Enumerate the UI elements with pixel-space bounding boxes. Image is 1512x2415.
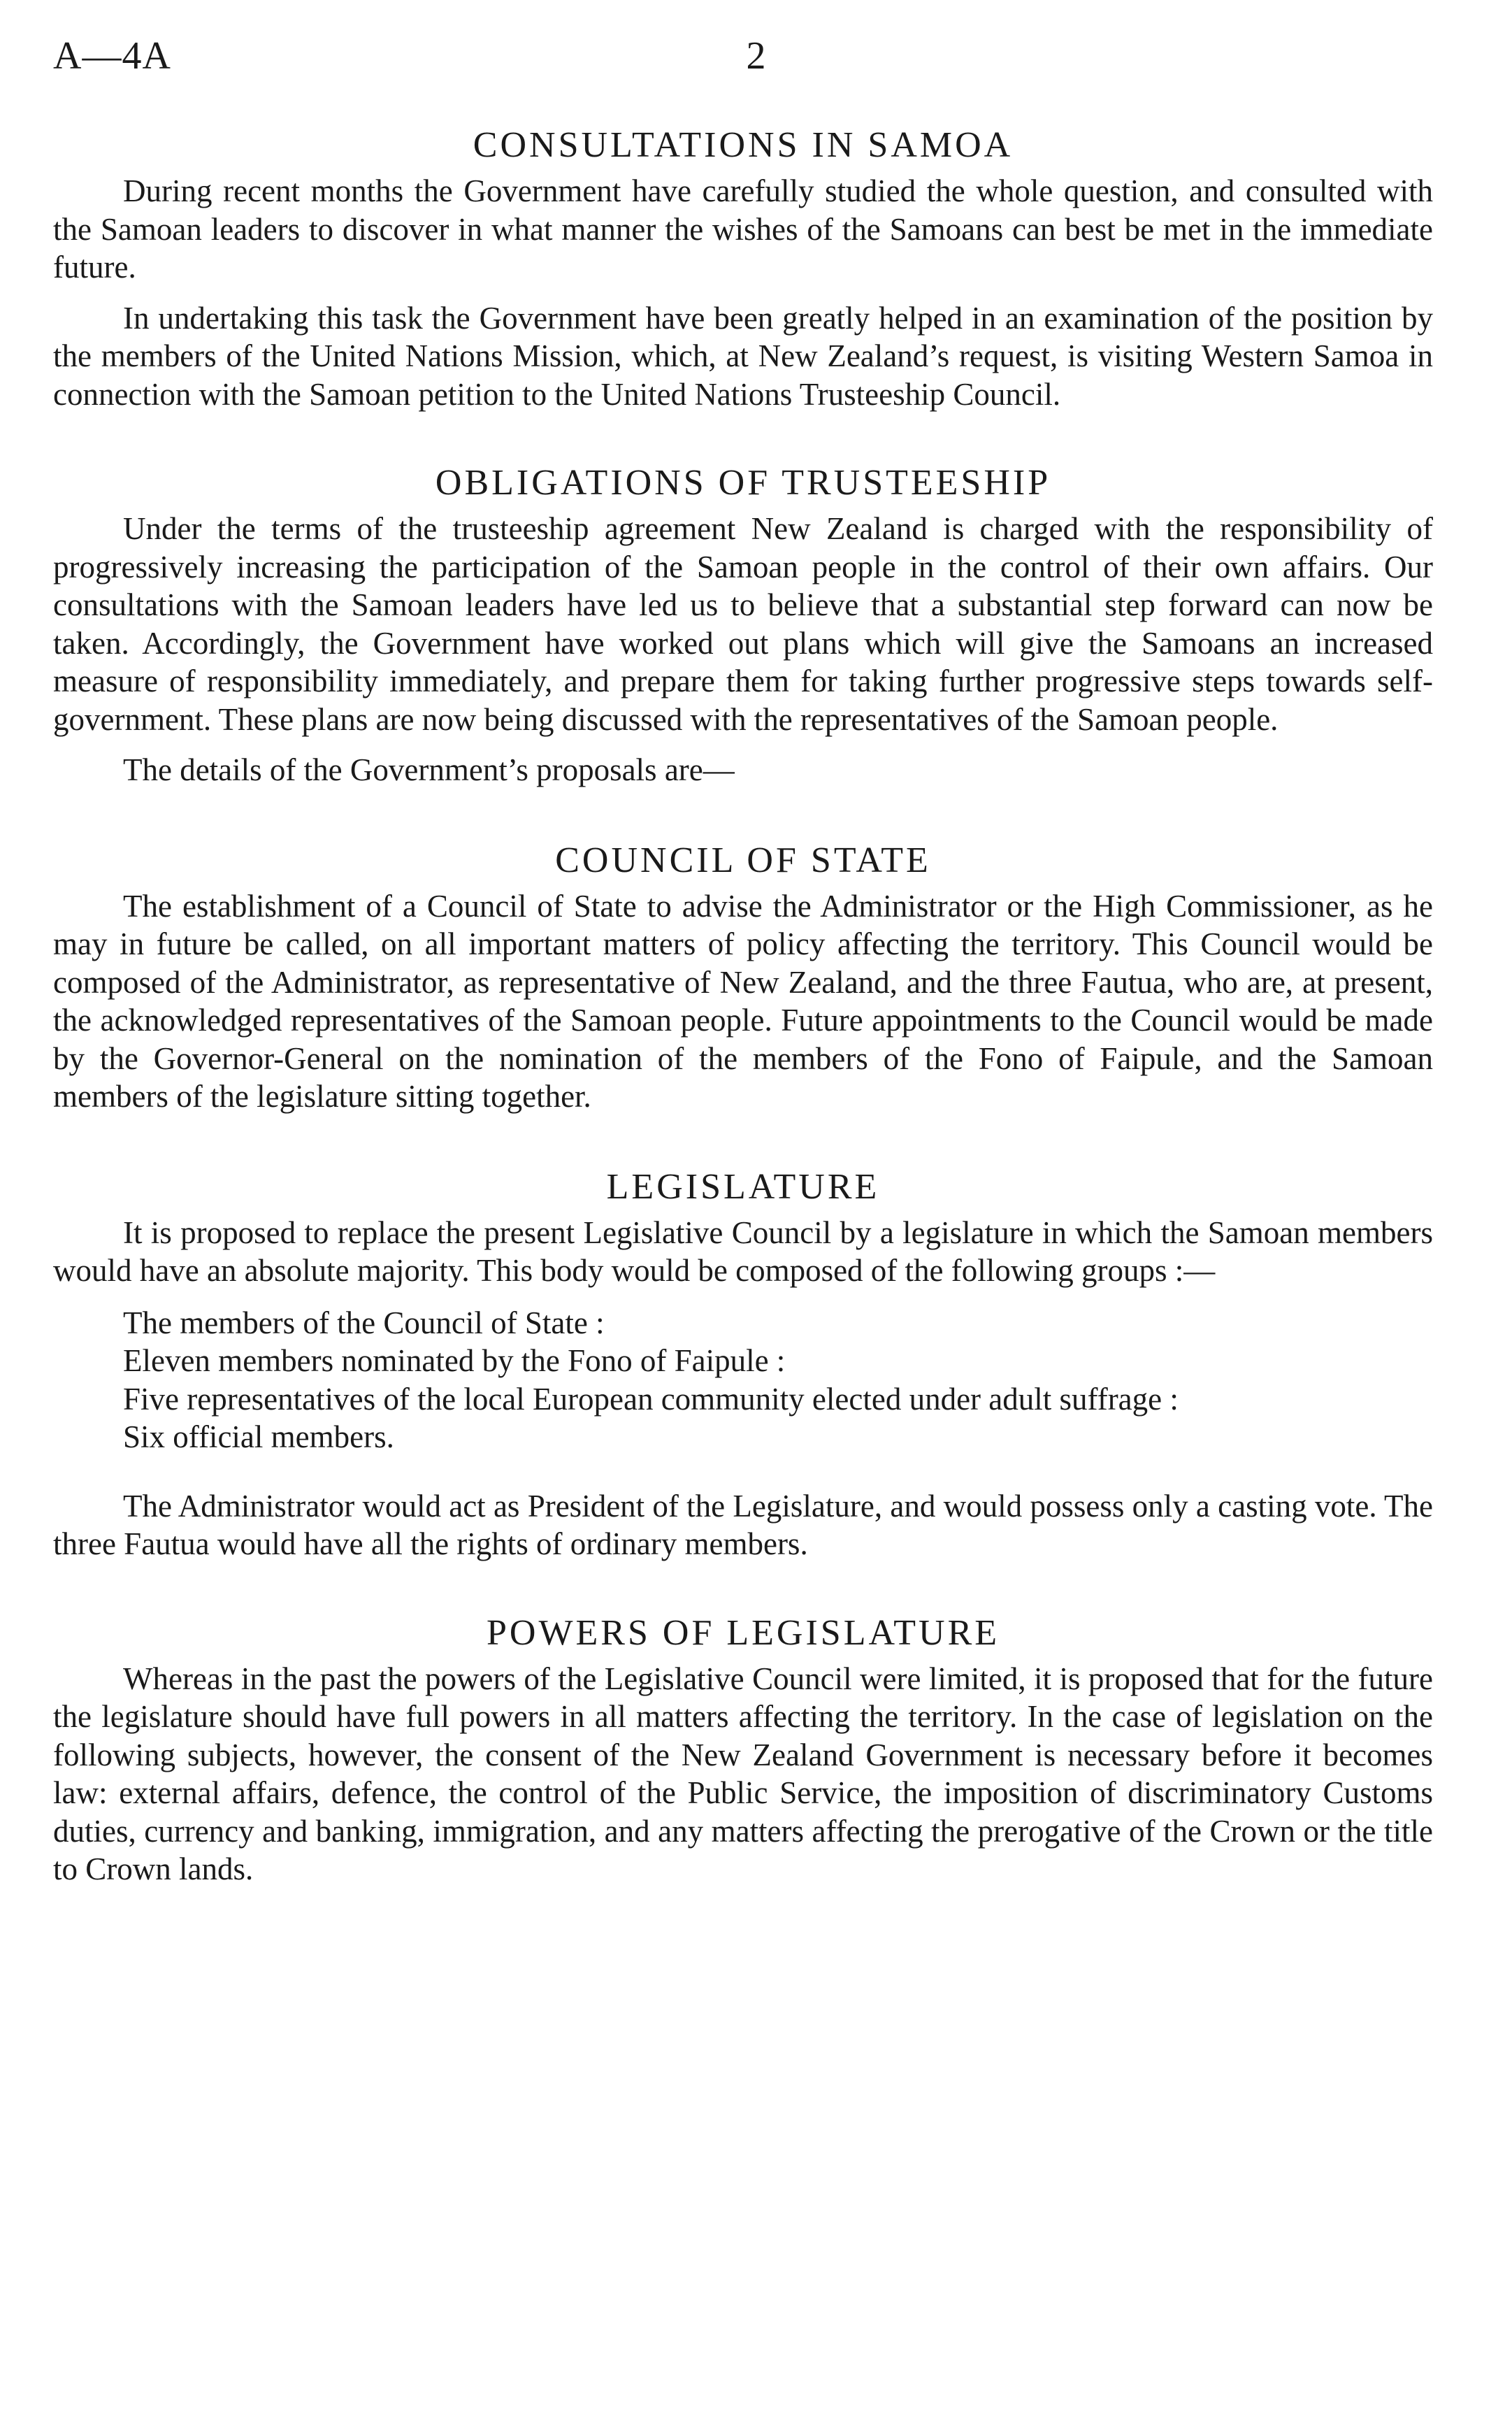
legislature-groups-list <box>53 1304 1433 1456</box>
section-heading: OBLIGATIONS OF TRUSTEESHIP <box>435 463 1051 503</box>
section-heading: LEGISLATURE <box>606 1166 880 1207</box>
list-item: Eleven members nominated by the Fono of Faipule : <box>123 1343 786 1378</box>
paragraph: The details of the Government’s proposals are— <box>123 752 735 787</box>
page-header <box>53 34 1459 89</box>
list-item: Five representatives of the local European community elected under adult suffrage : <box>123 1381 1179 1417</box>
paragraph: The Administrator would act as President of the Legislature, and would possess only a casting vote. The three Fautua would have all the rights of ordinary members. <box>53 1488 1433 1561</box>
paragraph: Whereas in the past the powers of the Legislative Council were limited, it is proposed that for the future the legislature should have full powers in all matters affecting the territory. In the case of legislation on the following subjects, however, the consent of the New Zealand Government is necessary before it becomes law: external affairs, defence, the control of the Public Service, the imposition of discriminatory Customs duties, currency and banking, immigration, and any matters affecting the prerogative of the Crown or the title to Crown lands. <box>53 1661 1433 1886</box>
paragraph: The establishment of a Council of State to advise the Administrator or the High Commissioner, as he may in future be called, on all important matters of policy affecting the territory. This Council would be composed of the Administrator, as representative of New Zealand, and the three Fautua, who are, at present, the acknowledged representatives of the Samoan people. Future appointments to the Council would be made by the Governor-General on the nomination of the members of the Fono of Faipule, and the Samoan members of the legislature sitting together. <box>53 888 1433 1114</box>
section-consultations <box>53 123 1433 413</box>
paragraph: Under the terms of the trusteeship agreement New Zealand is charged with the responsibility of progressively increasing the participation of the Samoan people in the control of their own affairs. Our consultations with the Samoan leaders have led us to believe that a substantial step forward can now be taken. Accordingly, the Government have worked out plans which will give the Samoans an increased measure of responsibility immediately, and prepare them for taking further progressive steps towards self-government. These plans are now being discussed with the representatives of the Samoan people. <box>53 511 1433 737</box>
section-powers-of-legislature <box>53 1611 1433 1889</box>
paragraph: It is proposed to replace the present Legislative Council by a legislature in which the Samoan members would have an absolute majority. This body would be composed of the following groups :— <box>53 1214 1433 1288</box>
page-number: 2 <box>746 34 766 78</box>
document-body <box>53 123 1433 1889</box>
section-council-of-state <box>53 838 1433 1116</box>
document-reference: A—4A <box>53 34 171 78</box>
section-obligations <box>53 461 1433 789</box>
paragraph: During recent months the Government have carefully studied the whole question, and consulted with the Samoan leaders to discover in what manner the wishes of the Samoans can best be met in the immediate future. <box>53 173 1433 285</box>
section-legislature <box>53 1165 1433 1563</box>
section-heading: POWERS OF LEGISLATURE <box>486 1612 1000 1653</box>
section-heading: COUNCIL OF STATE <box>555 840 931 880</box>
list-item: Six official members. <box>123 1419 394 1454</box>
section-heading: CONSULTATIONS IN SAMOA <box>473 125 1014 165</box>
paragraph: In undertaking this task the Government have been greatly helped in an examination of the position by the members of the United Nations Mission, which, at New Zealand’s request, is visiting Western Samoa in connection with the Samoan petition to the United Nations Trusteeship Council. <box>53 300 1433 412</box>
list-item: The members of the Council of State : <box>123 1305 605 1340</box>
